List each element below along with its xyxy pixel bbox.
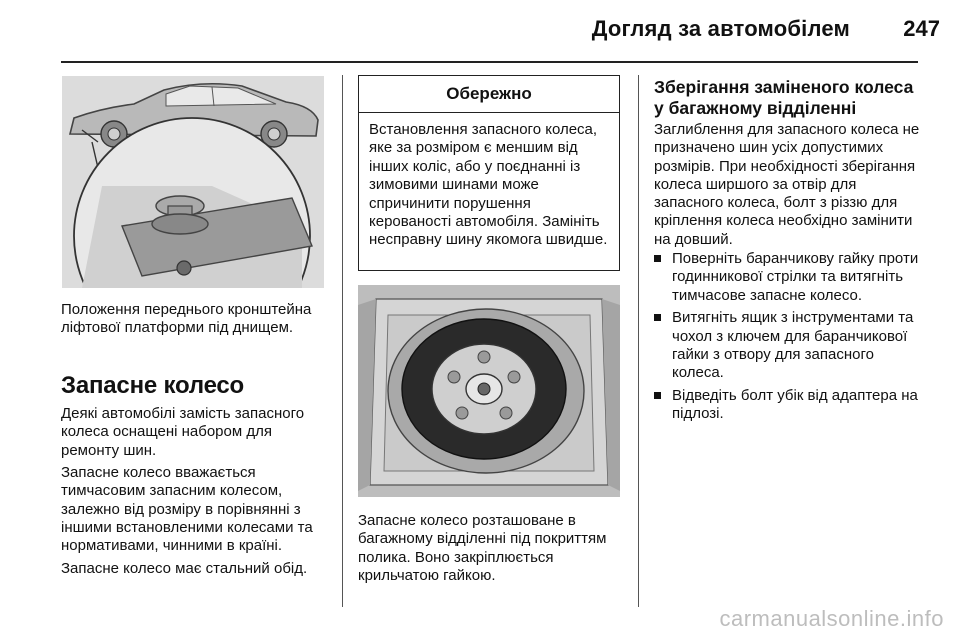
column-divider-left bbox=[342, 75, 343, 607]
instruction-list bbox=[650, 250, 925, 428]
section-heading-spare-wheel: Запасне колесо bbox=[61, 372, 245, 399]
caution-box bbox=[358, 75, 620, 271]
spare-wheel-illustration bbox=[358, 285, 620, 497]
paragraph-storing-wheel: Заглиблення для запасного колеса не призначено шин усіх допустимих розмірів. При необхідності зберігання колеса ширшого за отвір для запасного колеса, болт з різзю для кріплення колеса необхідно замінити на довший. bbox=[654, 121, 920, 248]
car-underbody-figure bbox=[62, 76, 324, 288]
paragraph-spare-wheel-1: Деякі автомобілі замість запасного колеса оснащені набором для ремонту шин. bbox=[61, 405, 305, 459]
figure-caption-spare-wheel: Запасне колесо розташоване в багажному відділенні під покриттям полика. Воно закріплюється крильчатою гайкою. bbox=[358, 512, 607, 584]
bullet-square-icon bbox=[654, 392, 661, 399]
page-header-title: Догляд за автомобілем bbox=[591, 16, 850, 41]
list-item-text: Відведіть болт убік від адаптера на підлозі. bbox=[672, 387, 918, 423]
paragraph-spare-wheel-3: Запасне колесо має стальний обід. bbox=[61, 560, 308, 577]
list-item-text: Витягніть ящик з інструментами та чохол з ключем для баранчикової гайки з отвору для запасного колеса. bbox=[672, 309, 914, 382]
column-divider-right bbox=[638, 75, 639, 607]
watermark: carmanualsonline.info bbox=[719, 606, 944, 631]
lift-bracket-illustration bbox=[62, 76, 324, 288]
header-rule bbox=[61, 61, 918, 63]
caution-title: Обережно bbox=[359, 76, 619, 113]
list-item-text: Поверніть баранчикову гайку проти годинникової стрілки та витягніть тимчасове запасне колесо. bbox=[672, 250, 919, 304]
bullet-square-icon bbox=[654, 314, 661, 321]
paragraph-spare-wheel-2: Запасне колесо вважається тимчасовим запасним колесом, залежно від розміру в порівнянні з іншими встановленими колесами та нормативами, чинними в країні. bbox=[61, 464, 313, 555]
list-item bbox=[650, 250, 925, 305]
list-item bbox=[650, 387, 925, 424]
subheading-storing-wheel: Зберігання заміненого колеса у багажному відділенні bbox=[654, 77, 914, 118]
list-item bbox=[650, 309, 925, 382]
figure-caption-lift-bracket: Положення переднього кронштейна ліфтової платформи під днищем. bbox=[61, 301, 312, 337]
bullet-square-icon bbox=[654, 255, 661, 262]
spare-wheel-figure bbox=[358, 285, 620, 497]
page-number: 247 bbox=[903, 16, 940, 41]
caution-text: Встановлення запасного колеса, яке за розміром є меншим від інших коліс, або у поєднанні із зимовими шинами може спричинити порушення керованості автомобіля. Замініть несправну шину якомога швидше. bbox=[369, 121, 608, 249]
